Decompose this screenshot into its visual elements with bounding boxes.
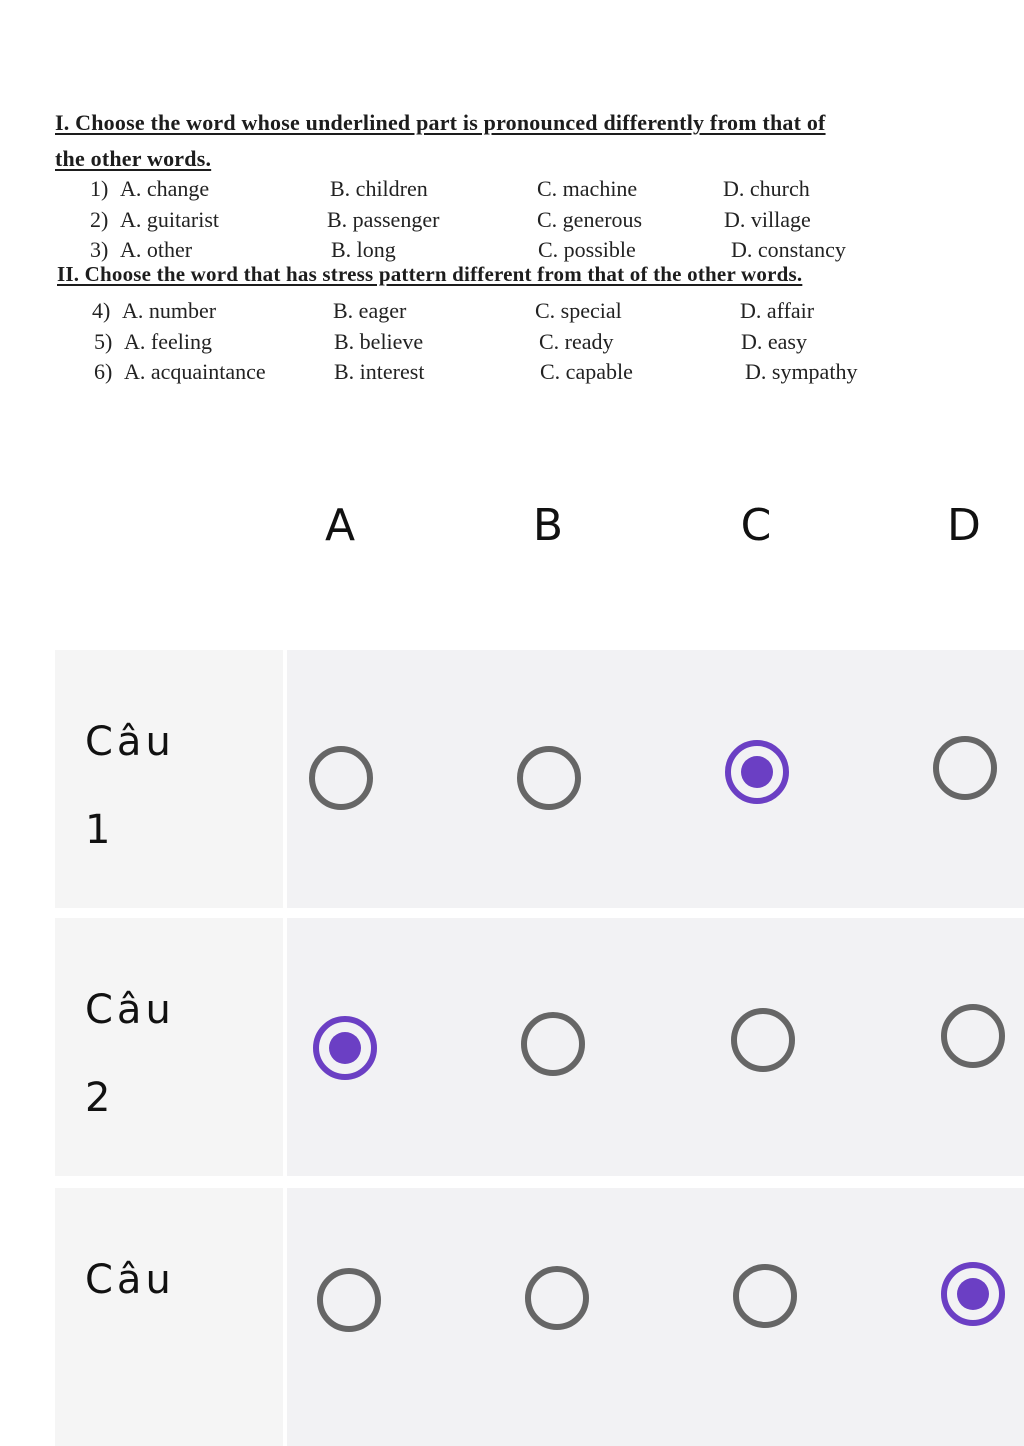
option-a: A. change bbox=[120, 176, 210, 201]
answer-row-3 bbox=[55, 1188, 1024, 1446]
option-c: C. machine bbox=[537, 176, 638, 201]
radio-a-selected[interactable] bbox=[313, 1016, 377, 1080]
option-d: D. constancy bbox=[731, 237, 846, 262]
row-label-word: Câu bbox=[85, 1257, 175, 1303]
option-d: D. affair bbox=[740, 298, 815, 323]
column-header-c: C bbox=[740, 500, 772, 551]
option-a: A. other bbox=[120, 237, 193, 262]
option-d: D. village bbox=[724, 207, 811, 232]
section-2-heading: II. Choose the word that has stress pattern different from that of the other words. bbox=[57, 262, 803, 286]
worksheet bbox=[0, 0, 1024, 420]
option-c: C. capable bbox=[540, 359, 633, 384]
question-number: 3) bbox=[90, 237, 109, 262]
answer-row-1 bbox=[55, 650, 1024, 908]
question-row bbox=[0, 207, 1024, 237]
radio-b[interactable] bbox=[521, 1012, 585, 1076]
column-header-b: B bbox=[532, 500, 564, 551]
question-number: 2) bbox=[90, 207, 109, 232]
row-label bbox=[85, 966, 175, 1142]
answer-row-2 bbox=[55, 918, 1024, 1176]
option-b: B. eager bbox=[333, 298, 407, 323]
column-header-a: A bbox=[324, 500, 356, 551]
option-c: C. ready bbox=[539, 329, 614, 354]
section-1-heading: I. Choose the word whose underlined part is pronounced differently from that of bbox=[55, 110, 826, 135]
option-c: C. special bbox=[535, 298, 622, 323]
radio-c-selected[interactable] bbox=[725, 740, 789, 804]
question-number: 1) bbox=[90, 176, 109, 201]
radio-a[interactable] bbox=[309, 746, 373, 810]
radio-b[interactable] bbox=[525, 1266, 589, 1330]
row-label bbox=[85, 1236, 175, 1324]
row-label-cell bbox=[55, 650, 287, 908]
option-d: D. church bbox=[723, 176, 810, 201]
option-a: A. guitarist bbox=[120, 207, 219, 232]
row-label bbox=[85, 698, 175, 874]
question-row bbox=[0, 176, 1024, 206]
option-b: B. children bbox=[330, 176, 428, 201]
option-a: A. acquaintance bbox=[124, 359, 266, 384]
section-1-heading-cont: the other words. bbox=[55, 146, 212, 171]
row-label-number: 1 bbox=[85, 807, 115, 853]
column-header-d: D bbox=[947, 500, 981, 551]
row-label-cell bbox=[55, 1188, 287, 1446]
option-b: B. interest bbox=[334, 359, 425, 384]
answer-grid bbox=[0, 470, 1024, 1303]
option-c: C. generous bbox=[537, 207, 643, 232]
question-number: 4) bbox=[92, 298, 111, 323]
option-b: B. believe bbox=[334, 329, 424, 354]
option-b: B. long bbox=[331, 237, 396, 262]
row-label-number: 2 bbox=[85, 1075, 115, 1121]
question-row bbox=[0, 298, 1024, 328]
question-number: 6) bbox=[94, 359, 113, 384]
question-row bbox=[0, 359, 1024, 389]
option-c: C. possible bbox=[538, 237, 636, 262]
radio-d[interactable] bbox=[941, 1004, 1005, 1068]
question-row bbox=[0, 329, 1024, 359]
radio-d[interactable] bbox=[933, 736, 997, 800]
option-a: A. number bbox=[122, 298, 217, 323]
radio-c[interactable] bbox=[731, 1008, 795, 1072]
radio-b[interactable] bbox=[517, 746, 581, 810]
radio-a[interactable] bbox=[317, 1268, 381, 1332]
row-label-word: Câu bbox=[85, 987, 175, 1033]
row-label-word: Câu bbox=[85, 719, 175, 765]
option-b: B. passenger bbox=[327, 207, 440, 232]
option-a: A. feeling bbox=[124, 329, 212, 354]
radio-d-selected[interactable] bbox=[941, 1262, 1005, 1326]
question-number: 5) bbox=[94, 329, 113, 354]
radio-c[interactable] bbox=[733, 1264, 797, 1328]
option-d: D. sympathy bbox=[745, 359, 858, 384]
option-d: D. easy bbox=[741, 329, 807, 354]
row-label-cell bbox=[55, 918, 287, 1176]
